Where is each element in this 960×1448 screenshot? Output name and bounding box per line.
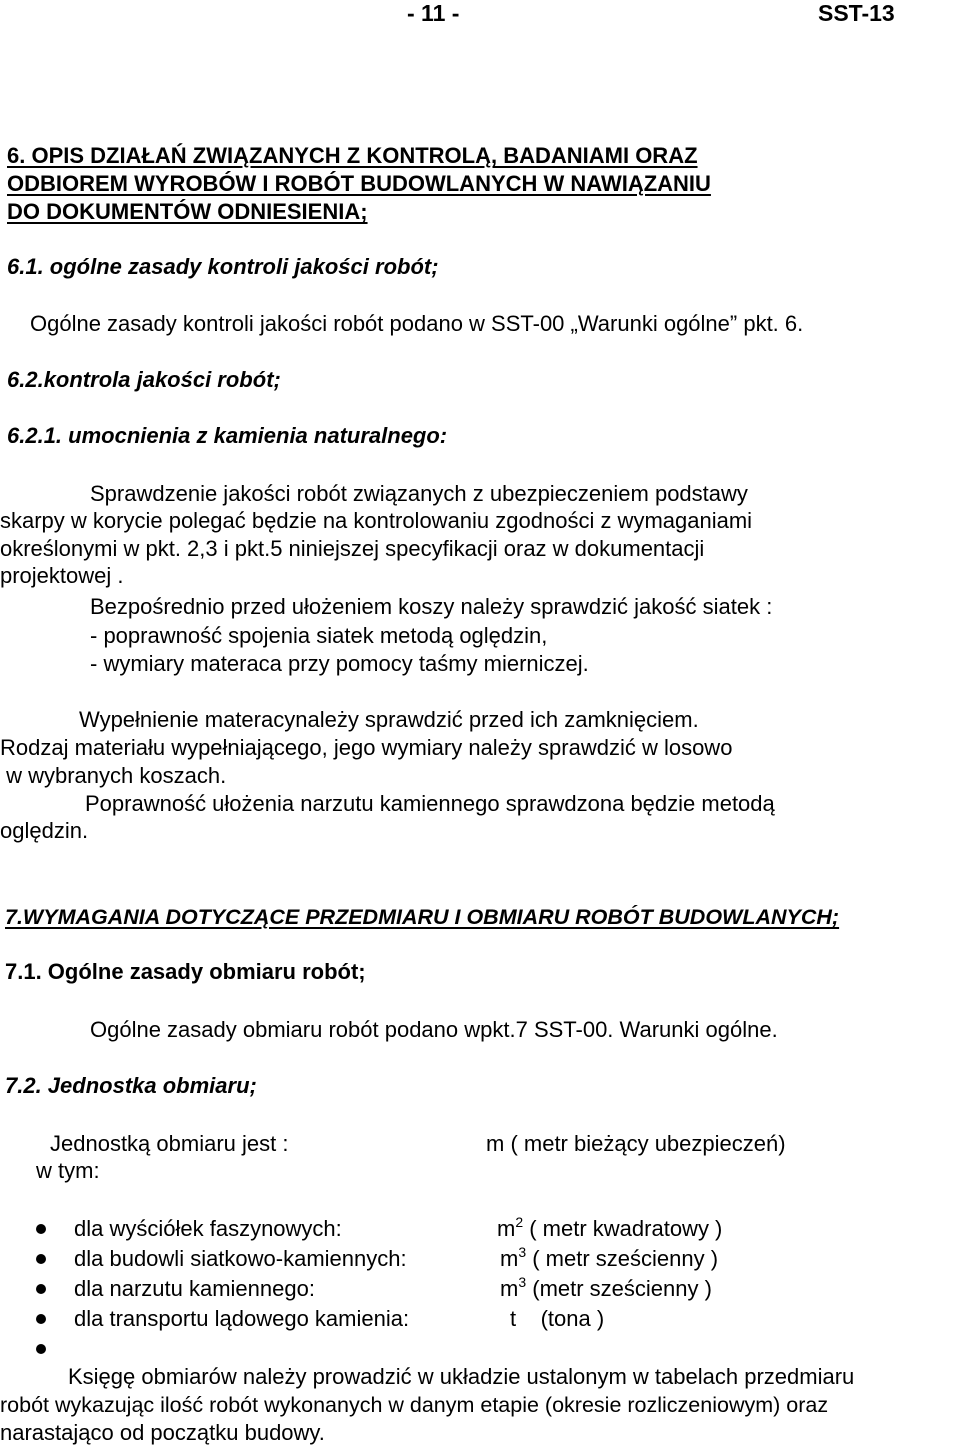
bullet-icon (36, 1284, 46, 1294)
list-item: - wymiary materaca przy pomocy taśmy mierniczej. (90, 651, 589, 676)
paragraph-line: skarpy w korycie polegać będzie na kontrolowaniu zgodności z wymaganiami (0, 508, 753, 533)
section-7-2-heading: 7.2. Jednostka obmiaru; (5, 1073, 257, 1098)
section-6-2-heading: 6.2.kontrola jakości robót; (7, 367, 281, 392)
paragraph-line: narastająco od początku budowy. (0, 1420, 325, 1445)
section-6-heading-line-2: ODBIOREM WYROBÓW I ROBÓT BUDOWLANYCH W NAWIĄZANIU (7, 171, 711, 196)
page-number: - 11 - (407, 0, 460, 26)
list-item-unit: t (tona ) (510, 1306, 605, 1331)
section-6-1-heading: 6.1. ogólne zasady kontroli jakości robót; (7, 254, 439, 279)
section-7-1-heading: 7.1. Ogólne zasady obmiaru robót; (5, 959, 366, 984)
list-item-label: dla narzutu kamiennego: (74, 1276, 315, 1301)
paragraph-line: Poprawność ułożenia narzutu kamiennego sprawdzona będzie metodą (85, 791, 775, 816)
document-code: SST-13 (818, 0, 895, 26)
paragraph-line: Księgę obmiarów należy prowadzić w układzie ustalonym w tabelach przedmiaru (68, 1364, 855, 1389)
paragraph-line: oględzin. (0, 818, 89, 843)
paragraph-line: Rodzaj materiału wypełniającego, jego wymiary należy sprawdzić w losowo (0, 735, 733, 760)
section-6-1-text: Ogólne zasady kontroli jakości robót podano w SST-00 „Warunki ogólne” pkt. 6. (30, 311, 804, 336)
bullet-icon (36, 1224, 46, 1234)
bullet-icon (36, 1344, 46, 1354)
w-tym-label: w tym: (36, 1158, 100, 1183)
paragraph-line: w wybranych koszach. (0, 763, 227, 788)
list-item: - poprawność spojenia siatek metodą oględzin, (90, 623, 548, 648)
paragraph-line: określonymi w pkt. 2,3 i pkt.5 niniejszej specyfikacji oraz w dokumentacji (0, 536, 705, 561)
list-item-label: dla transportu lądowego kamienia: (74, 1306, 410, 1331)
section-6-heading-line-3: DO DOKUMENTÓW ODNIESIENIA; (7, 199, 368, 224)
list-item-unit: $m^3$ ( metr sześcienny ) (500, 1244, 719, 1271)
section-6-heading-line-1: 6. OPIS DZIAŁAŃ ZWIĄZANYCH Z KONTROLĄ, BADANIAMI ORAZ (7, 143, 698, 168)
section-6-2-1-heading: 6.2.1. umocnienia z kamienia naturalnego: (7, 423, 448, 448)
paragraph-line: projektowej . (0, 563, 124, 588)
paragraph-line: robót wykazując ilość robót wykonanych w danym etapie (okresie rozliczeniowym) oraz (0, 1393, 829, 1417)
section-7-heading: 7.WYMAGANIA DOTYCZĄCE PRZEDMIARU I OBMIARU ROBÓT BUDOWLANYCH; (5, 905, 840, 929)
paragraph-line: Wypełnienie materacynależy sprawdzić przed ich zamknięciem. (79, 707, 699, 732)
list-item-label: dla wyściółek faszynowych: (74, 1216, 342, 1241)
unit-label: Jednostką obmiaru jest : (50, 1131, 289, 1156)
unit-value: m ( metr bieżący ubezpieczeń) (486, 1131, 786, 1156)
bullet-icon (36, 1314, 46, 1324)
list-item-unit: $m^3$ (metr sześcienny ) (500, 1274, 712, 1301)
list-item-label: dla budowli siatkowo-kamiennych: (74, 1246, 407, 1271)
paragraph-line: Bezpośrednio przed ułożeniem koszy należy sprawdzić jakość siatek : (90, 594, 773, 619)
section-7-1-text: Ogólne zasady obmiaru robót podano wpkt.7 SST-00. Warunki ogólne. (90, 1017, 778, 1042)
list-item-unit: $m^2$ ( metr kwadratowy ) (497, 1214, 723, 1241)
paragraph-line: Sprawdzenie jakości robót związanych z ubezpieczeniem podstawy (90, 481, 748, 506)
bullet-icon (36, 1254, 46, 1264)
